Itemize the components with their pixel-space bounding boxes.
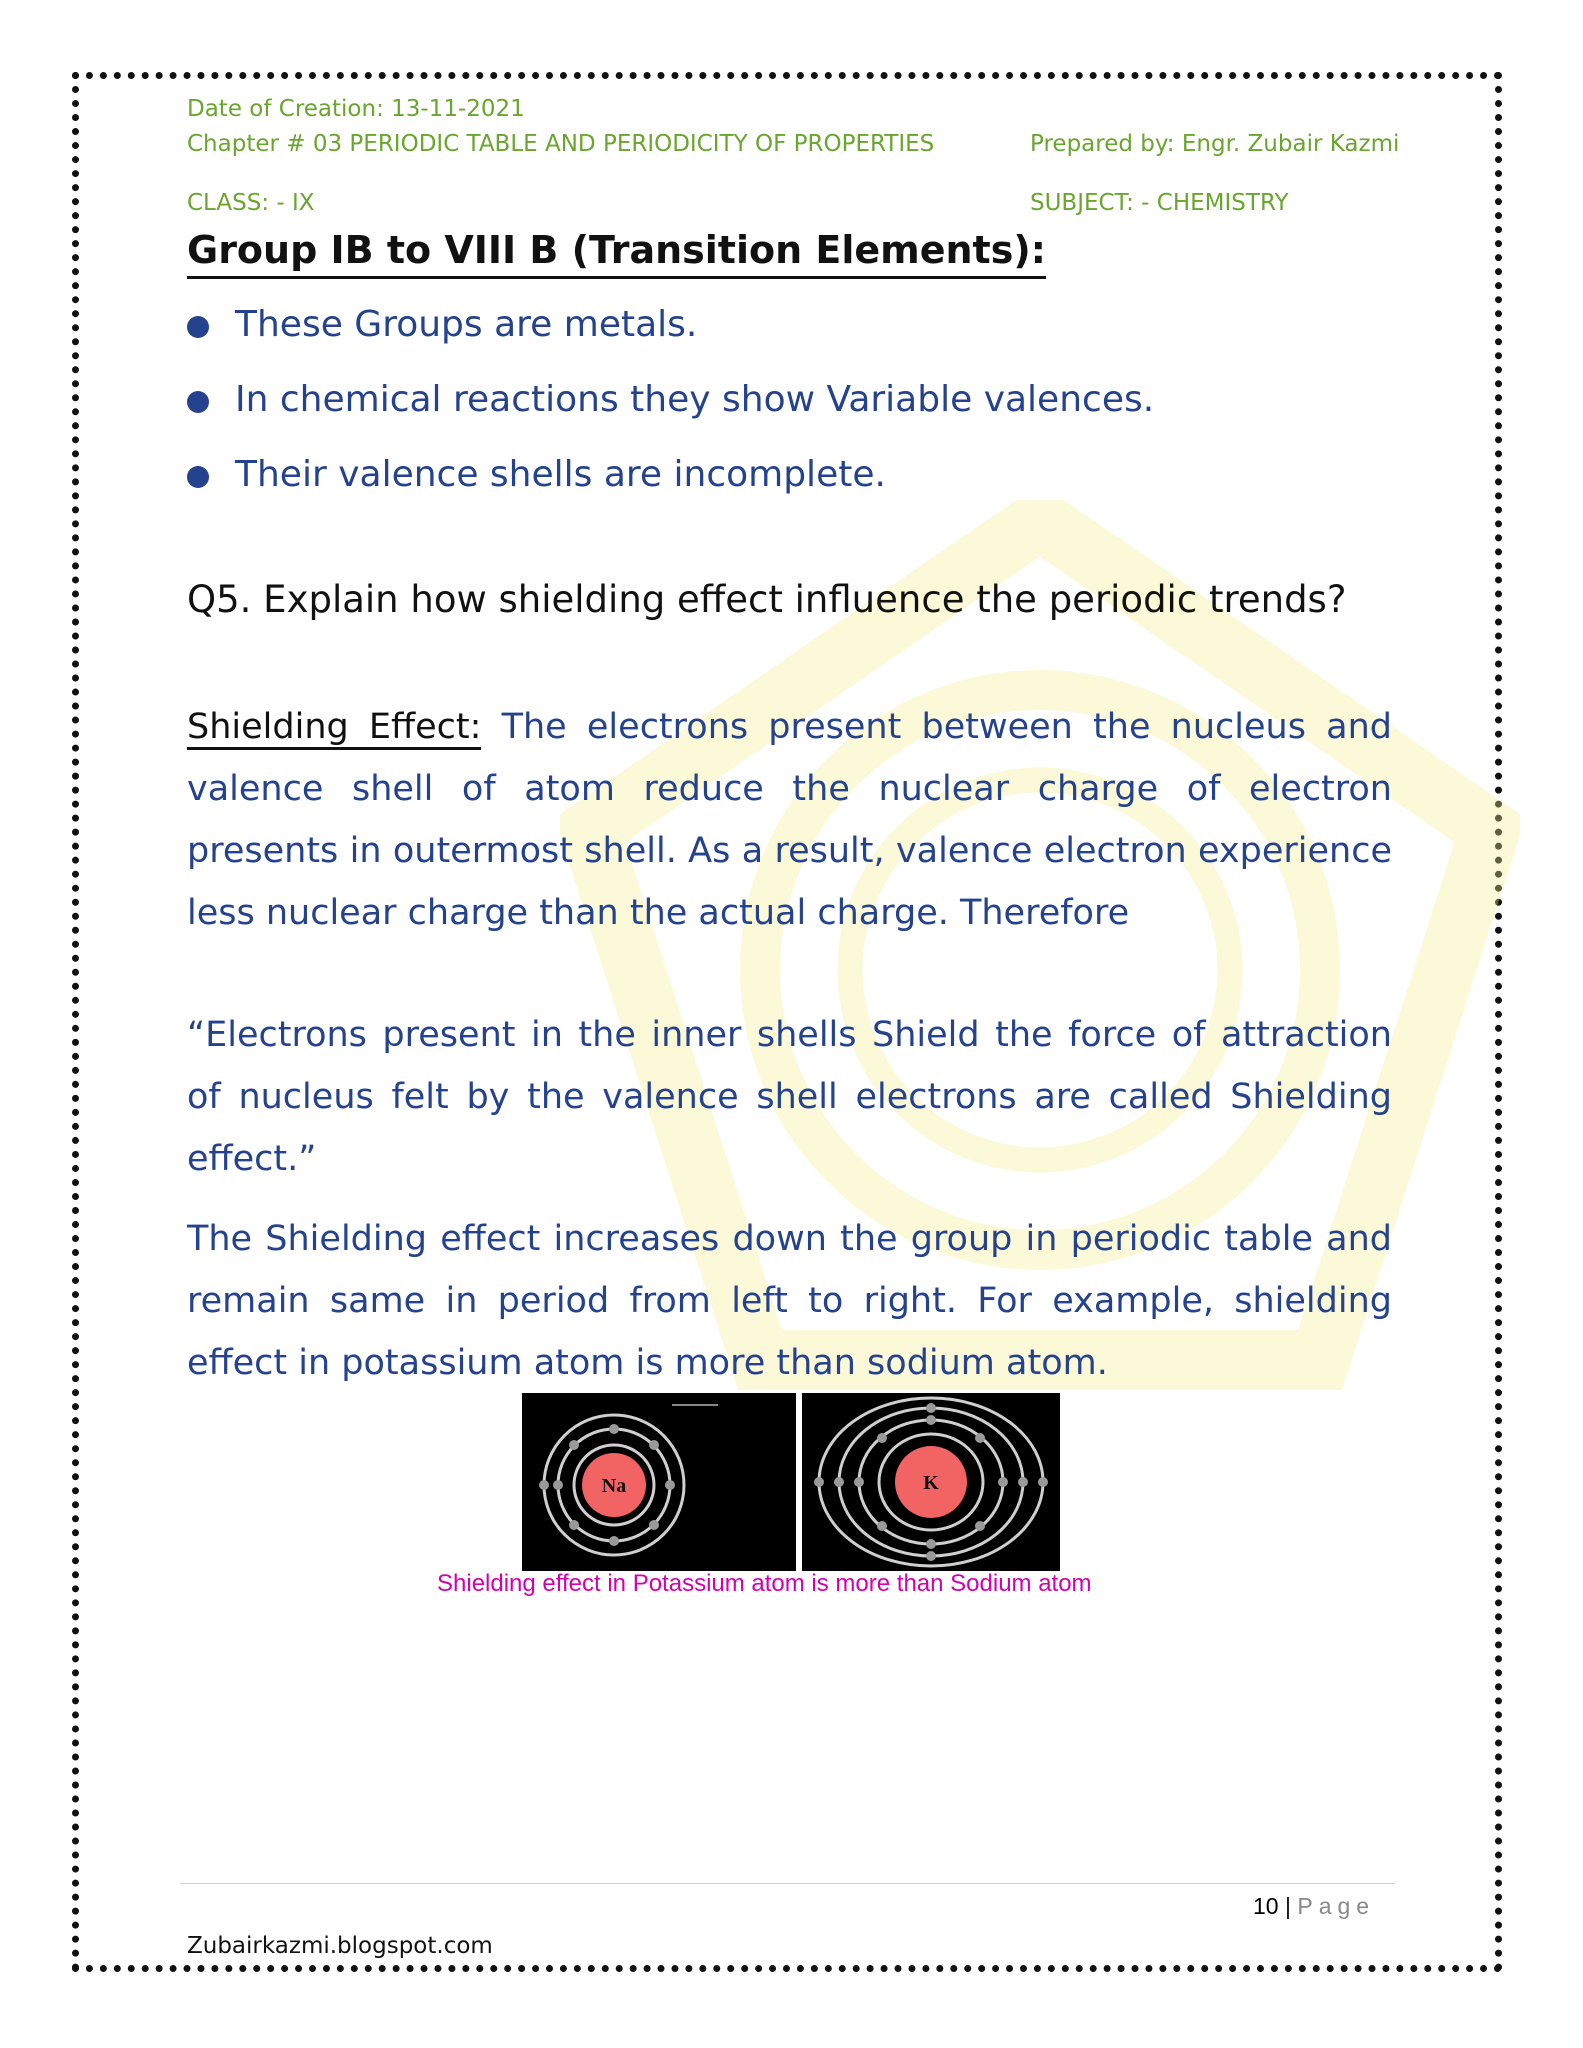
sodium-symbol: Na xyxy=(601,1475,627,1497)
chapter-title: Chapter # 03 PERIODIC TABLE AND PERIODICITY OF PROPERTIES xyxy=(187,131,935,157)
page-number: 10 xyxy=(1253,1893,1279,1919)
figure-caption: Shielding effect in Potassium atom is more than Sodium atom xyxy=(437,1570,1092,1597)
list-item xyxy=(187,300,1154,375)
potassium-symbol: K xyxy=(923,1472,939,1494)
date-of-creation: Date of Creation: 13-11-2021 xyxy=(187,96,525,122)
bullet-dot-icon xyxy=(187,316,209,338)
sodium-atom-diagram xyxy=(522,1393,796,1571)
site-url: Zubairkazmi.blogspot.com xyxy=(187,1933,493,1959)
question-text: Q5. Explain how shielding effect influence the periodic trends? xyxy=(187,578,1347,621)
definition-label: Shielding Effect: xyxy=(187,707,481,750)
subject-label: SUBJECT: - CHEMISTRY xyxy=(1030,190,1289,216)
definition-paragraph xyxy=(187,696,1392,944)
potassium-atom-diagram xyxy=(802,1393,1060,1571)
page-separator: | xyxy=(1284,1893,1291,1919)
class-label: CLASS: - IX xyxy=(187,190,315,216)
page-word: Page xyxy=(1297,1893,1376,1919)
page-number-block xyxy=(1253,1893,1375,1920)
bullet-list xyxy=(187,300,1154,525)
bullet-text: Their valence shells are incomplete. xyxy=(235,454,886,495)
atom-figure xyxy=(522,1393,1062,1571)
trend-paragraph: The Shielding effect increases down the group in periodic table and remain same in period from left to right. For example, shielding effect in potassium atom is more than sodium atom. xyxy=(187,1219,1392,1383)
definition-text: The electrons present between the nucleus and valence shell of atom reduce the nuclear charge of electron presents in outermost shell. As a result, valence electron experience less nuclear charge than the actual charge. Therefore xyxy=(187,707,1392,933)
list-item xyxy=(187,375,1154,450)
bullet-dot-icon xyxy=(187,391,209,413)
bullet-text: These Groups are metals. xyxy=(235,304,698,345)
footer-divider xyxy=(180,1883,1395,1884)
list-item xyxy=(187,450,1154,525)
quote-paragraph: “Electrons present in the inner shells Shield the force of attraction of nucleus felt by the valence shell electrons are called Shielding effect.” xyxy=(187,1015,1392,1179)
bullet-dot-icon xyxy=(187,466,209,488)
prepared-by: Prepared by: Engr. Zubair Kazmi xyxy=(1030,131,1400,157)
section-heading: Group IB to VIII B (Transition Elements): xyxy=(187,228,1046,279)
bullet-text: In chemical reactions they show Variable valences. xyxy=(235,379,1155,420)
